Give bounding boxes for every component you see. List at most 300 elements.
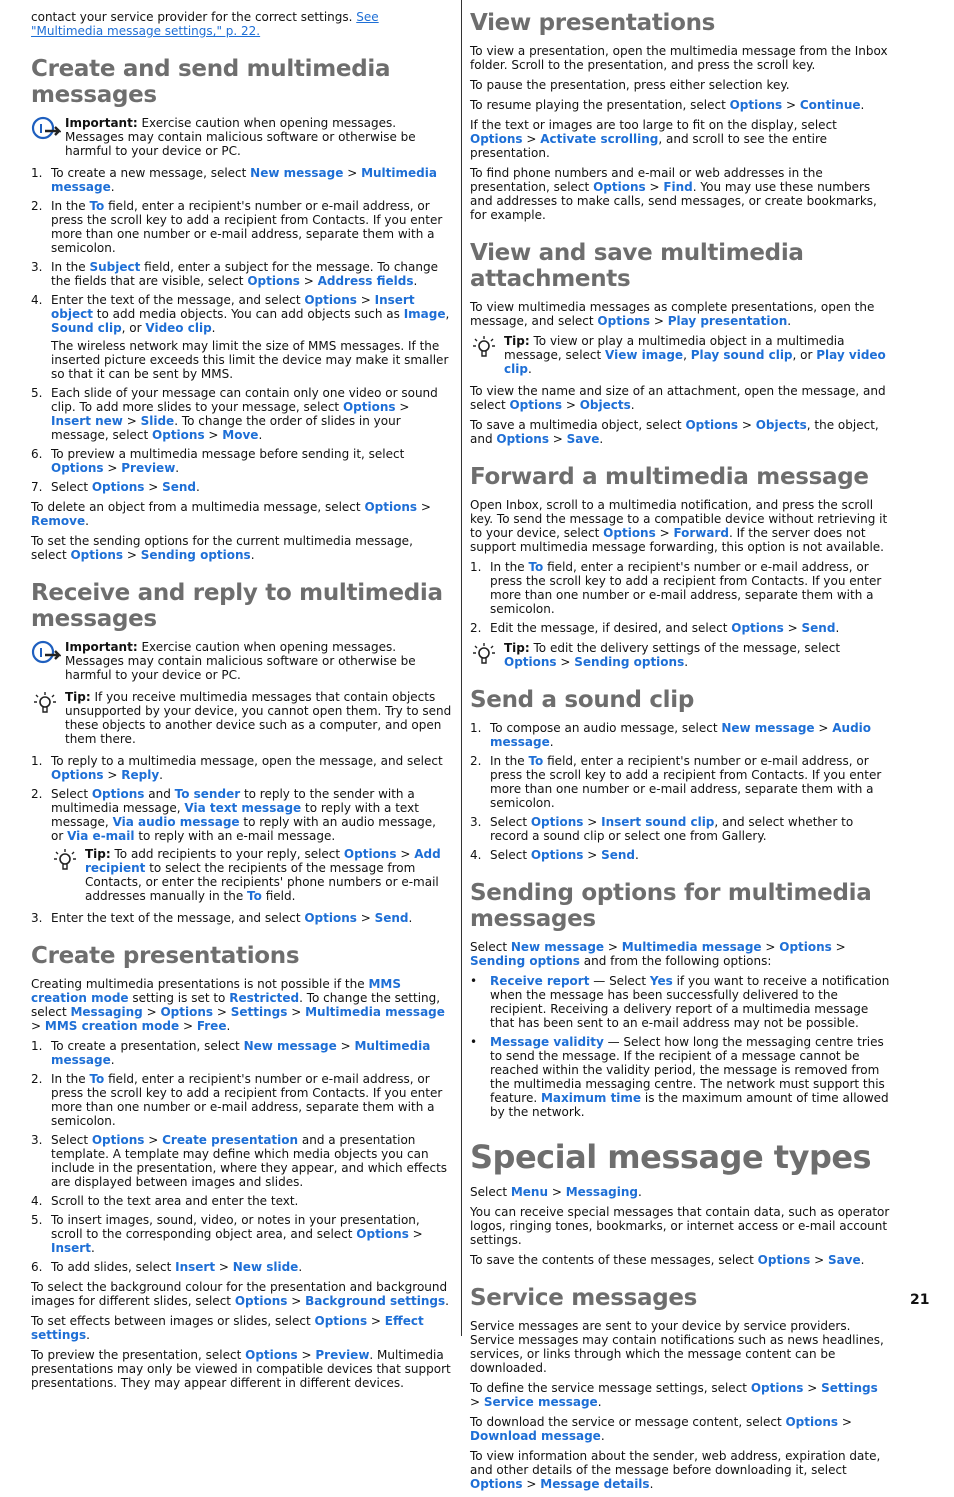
ui-term: Add recipient (85, 847, 441, 875)
ui-term: Messaging (70, 1005, 143, 1019)
tip-note (470, 334, 891, 376)
body-text: . (196, 480, 200, 494)
ui-term: Activate scrolling (540, 132, 659, 146)
body-text: , (683, 348, 691, 362)
step-number: 5. (31, 1213, 43, 1227)
lightbulb-icon (51, 847, 81, 873)
ui-term: Slide (140, 414, 175, 428)
heading-create-presentations: Create presentations (31, 943, 300, 969)
ui-term: Options (160, 1005, 214, 1019)
service-p1 (470, 1381, 891, 1409)
heading-sending-options: Sending options for multimedia messages (470, 880, 872, 932)
heading-attachments: View and save multimedia attachments (470, 240, 804, 292)
body-text: to reply with an e-mail message. (134, 829, 336, 843)
ui-term: Options (247, 274, 300, 288)
step-number: 6. (31, 1260, 43, 1274)
body-text: To resume playing the presentation, select (470, 98, 730, 112)
ui-term: Multimedia message (621, 940, 762, 954)
body-text: Select (470, 1185, 511, 1199)
body-text: field, enter a recipient's number or e-mail address, or press the scroll key to add a recipient from Contacts. If you enter more than one number or e-mail address, separate them with a semicolon. (51, 1072, 443, 1128)
body-text: To edit the delivery settings of the message, select (529, 641, 841, 655)
ui-term: Insert (51, 1241, 91, 1255)
body-text: > (408, 1227, 423, 1241)
ui-term: Sound clip (51, 321, 122, 335)
heading-special-messages: Special message types (470, 1138, 872, 1176)
special-p2 (470, 1253, 891, 1267)
body-text: . (110, 1053, 115, 1067)
body-text: > (336, 1039, 355, 1053)
heading-service-messages: Service messages (470, 1285, 698, 1311)
body-text: To save a multimedia object, select (470, 418, 686, 432)
body-text: . (549, 735, 554, 749)
body-text: > (831, 940, 846, 954)
body-text: In the (51, 260, 90, 274)
ui-term: Video clip (145, 321, 212, 335)
attachments-p2 (470, 418, 891, 446)
list-item (31, 386, 452, 442)
body-text: . (638, 1185, 642, 1199)
body-text: . To change the order of slides in your message, select (51, 414, 401, 442)
body-text: > (396, 847, 415, 861)
body-text: > (803, 1381, 822, 1395)
step-number: 2. (31, 1072, 43, 1086)
page-number: 21 (910, 1292, 930, 1308)
ui-term: Service message (483, 1395, 598, 1409)
step-text (51, 166, 437, 194)
body-text: > (650, 314, 668, 328)
body-text: to select the recipients of the message from Contacts, or enter the recipients' phone numbers or e-mail addresses manually in the (85, 861, 439, 903)
body-text: setting is set to (128, 991, 230, 1005)
body-text: . (860, 1253, 865, 1267)
body-text: , and scroll to see the entire presentation. (470, 132, 828, 160)
step-text (51, 293, 449, 335)
body-text: to reply with an audio message, or (51, 815, 436, 843)
step-number: 1. (31, 166, 43, 180)
body-text: To preview the presentation, select (31, 1348, 246, 1362)
body-text: . (599, 432, 604, 446)
sound-clip-steps (470, 721, 891, 862)
body-text: > (782, 98, 800, 112)
ui-term: Options (51, 461, 104, 475)
list-item (31, 1194, 452, 1208)
settings-link[interactable]: See "Multimedia message settings," p. 22. (31, 10, 379, 38)
body-text: Open Inbox, scroll to a multimedia notification, and press the scroll key. To send the message to a compatible device without retrieving it to your device, select (470, 498, 888, 540)
heading-forward: Forward a multimedia message (470, 464, 869, 490)
sending-options-paragraph (31, 534, 452, 562)
tip-note: Tip: If you receive multimedia messages that contain objects unsupported by your device, you cannot open them. Try to send these objects to another device such as a computer, and open them there. (31, 690, 452, 746)
service-p3 (470, 1449, 891, 1491)
body-text: . (258, 428, 263, 442)
list-item (31, 260, 452, 288)
lightbulb-icon (470, 641, 500, 667)
step-number: 3. (470, 815, 482, 829)
body-text: To set the sending options for the current multimedia message, select (31, 534, 413, 562)
body-text: To delete an object from a multimedia message, select (31, 500, 365, 514)
body-text: > (299, 274, 318, 288)
ui-term: Insert object (51, 293, 415, 321)
body-text: > (287, 1294, 306, 1308)
step-text (51, 1260, 302, 1274)
body-text: Select (51, 480, 92, 494)
body-text: > (645, 180, 664, 194)
step-text (51, 1072, 442, 1128)
special-p0 (470, 1185, 891, 1199)
body-text: field. (261, 889, 296, 903)
ui-term: Options (509, 398, 563, 412)
body-text: . If the server does not support multimedia message forwarding, this option is not available. (470, 526, 884, 554)
body-text: > (417, 500, 431, 514)
body-text: > (297, 1348, 316, 1362)
ui-term: Options (530, 848, 584, 862)
ui-term: Sending options (140, 548, 251, 562)
body-text: > (395, 400, 410, 414)
body-text: , or (792, 348, 817, 362)
view-pres-p3 (470, 118, 891, 160)
body-text: You can receive special messages that contain data, such as operator logos, ringing tones, bookmarks, or internet access or e-mail account settings. (470, 1205, 890, 1247)
ui-term: Options (91, 1133, 145, 1147)
ui-term: Options (304, 293, 357, 307)
ui-term: Save (827, 1253, 861, 1267)
body-text: To create a presentation, select (51, 1039, 244, 1053)
ui-term: Continue (799, 98, 861, 112)
body-text: Edit the message, if desired, and select (490, 621, 732, 635)
ui-term: Messaging (565, 1185, 639, 1199)
ui-term: Message details (540, 1477, 650, 1491)
body-text: To find phone numbers and e-mail or web addresses in the presentation, select (470, 166, 823, 194)
step-text (51, 754, 443, 782)
body-text: To compose an audio message, select (490, 721, 722, 735)
step-number: 4. (31, 293, 43, 307)
body-text: Each slide of your message can contain only one video or sound clip. To add more slides to your message, select (51, 386, 438, 414)
view-pres-p2 (470, 98, 891, 112)
ui-term: Options (750, 1381, 804, 1395)
body-text: To view or play a multimedia object in a multimedia message, select (504, 334, 845, 362)
body-text: To view information about the sender, web address, expiration date, and other details of the message before downloading it, select (470, 1449, 881, 1477)
body-text: > (604, 940, 622, 954)
body-text: . (684, 655, 689, 669)
ui-term: Background settings (305, 1294, 446, 1308)
body-text: . (110, 180, 115, 194)
step-text (51, 1039, 430, 1067)
ui-term: View image (605, 348, 684, 362)
body-text: to reply to the sender with a multimedia message, (51, 787, 415, 815)
ui-term: To (528, 754, 544, 768)
lightbulb-icon (31, 690, 61, 716)
body-text: and (144, 787, 175, 801)
heading-view-presentations: View presentations (470, 10, 716, 36)
view-pres-p4 (470, 166, 891, 222)
body-text: > (556, 655, 575, 669)
list-item (31, 1072, 452, 1128)
body-text: > (522, 132, 541, 146)
body-text: field, enter a recipient's number or e-mail address, or press the scroll key to add a recipient from Contacts. If you enter more than one number or e-mail address, separate them with a semicolon. (490, 754, 882, 810)
ui-term: Menu (510, 1185, 549, 1199)
effects-paragraph (31, 1314, 452, 1342)
list-item (31, 1133, 452, 1189)
body-text: to add media objects. You can add objects such as (92, 307, 404, 321)
step-text (51, 1133, 447, 1189)
ui-term: Options (91, 480, 145, 494)
body-text: . (408, 911, 413, 925)
attachments-p0 (470, 300, 891, 328)
attachments-p1 (470, 384, 891, 412)
ui-term: MMS creation mode (31, 977, 401, 1005)
step-number: 5. (31, 386, 43, 400)
body-text: To view a presentation, open the multimedia message from the Inbox folder. Scroll to the presentation, and press the scroll key. (470, 44, 888, 72)
step-number: 2. (470, 621, 482, 635)
body-text: . (649, 1477, 654, 1491)
ui-term: Options (152, 428, 205, 442)
body-text: . (445, 1294, 449, 1308)
body-text: field, enter a recipient's number or e-mail address, or press the scroll key to add a recipient from Contacts. If you enter more than one number or e-mail address, separate them with a semicolon. (51, 199, 443, 255)
forward-p0 (470, 498, 891, 554)
body-text: . (250, 548, 255, 562)
body-text: > (103, 461, 122, 475)
body-text: To pause the presentation, press either selection key. (470, 78, 790, 92)
important-icon (31, 116, 61, 142)
list-item (31, 293, 452, 381)
body-text: , the object, and (470, 418, 879, 446)
body-text: and from the following options: (579, 954, 772, 968)
body-text: and a presentation template. A template may define which media objects you can include in the presentation, where they appear, and which effects are displayed between images and slides. (51, 1133, 448, 1189)
step-text (51, 1213, 423, 1255)
body-text: . (600, 1429, 605, 1443)
body-text: > (356, 911, 375, 925)
ui-term: Free (196, 1019, 227, 1033)
body-text: > (123, 548, 141, 562)
ui-term: Multimedia message (305, 1005, 445, 1019)
list-item (470, 754, 891, 810)
ui-term: Options (343, 847, 397, 861)
ui-term: To (528, 560, 544, 574)
body-text: Creating multimedia presentations is not possible if the (31, 977, 369, 991)
step-number: 3. (31, 1133, 43, 1147)
step-text (51, 386, 438, 442)
body-text: is the maximum amount of time allowed by the network. (490, 1091, 889, 1119)
body-text: In the (51, 199, 90, 213)
special-p1 (470, 1205, 891, 1247)
tip-note (470, 641, 891, 669)
ui-term: To (89, 199, 105, 213)
ui-term: Options (779, 940, 832, 954)
tip-note (51, 847, 452, 903)
body-text: . (635, 848, 639, 862)
ui-term: Options (593, 180, 646, 194)
body-text: Select (51, 1133, 92, 1147)
heading-create-send: Create and send multimedia messages (31, 56, 391, 108)
ui-term: Options (70, 548, 124, 562)
step-number: 6. (31, 447, 43, 461)
ui-term: Options (530, 815, 584, 829)
body-text: > (122, 414, 141, 428)
list-item (31, 1039, 452, 1067)
step-text (490, 621, 839, 635)
ui-term: Address fields (317, 274, 414, 288)
list-item (31, 447, 452, 475)
ui-term: New slide (232, 1260, 299, 1274)
body-text: To view multimedia messages as complete presentations, open the message, and select (470, 300, 875, 328)
body-text: To preview a multimedia message before sending it, select (51, 447, 405, 461)
ui-term: Download message (470, 1429, 601, 1443)
list-item (470, 974, 891, 1030)
step-text (51, 911, 412, 925)
ui-term: Find (663, 180, 693, 194)
ui-term: Via text message (184, 801, 302, 815)
body-text: Select (51, 787, 92, 801)
ui-term: To (89, 1072, 105, 1086)
list-item (470, 1035, 891, 1119)
step-number: 7. (31, 480, 43, 494)
list-item (31, 911, 452, 925)
step-text (51, 480, 200, 494)
body-text: > (548, 432, 567, 446)
presentation-restriction-paragraph (31, 977, 452, 1033)
left-column (31, 10, 452, 1396)
sending-options-p0 (470, 940, 891, 968)
ui-term: Options (364, 500, 418, 514)
body-text: To add slides, select (51, 1260, 176, 1274)
ui-term: Play sound clip (690, 348, 793, 362)
ui-term: Via e-mail (67, 829, 135, 843)
body-text: . You may use these numbers and addresses to make calls, send messages, or create bookmarks, for example. (470, 180, 877, 222)
ui-term: New message (721, 721, 815, 735)
ui-term: Options (603, 526, 656, 540)
body-text: > (367, 1314, 385, 1328)
step-text (490, 815, 853, 843)
body-text: . (159, 768, 163, 782)
step-number: 1. (470, 560, 482, 574)
delete-object-paragraph (31, 500, 452, 528)
body-text: > (142, 1005, 161, 1019)
view-pres-p1 (470, 78, 891, 92)
sending-options-list (470, 974, 891, 1119)
important-note: Important: Exercise caution when opening messages. Messages may contain malicious software or otherwise be harmful to your device or PC. (31, 116, 452, 158)
step-text (490, 848, 639, 862)
intro-paragraph: contact your service provider for the correct settings. See "Multimedia message settings," p. 22. (31, 10, 379, 38)
body-text: — Select (589, 974, 650, 988)
step-text (490, 560, 881, 616)
background-paragraph (31, 1280, 452, 1308)
ui-term: Effect settings (31, 1314, 424, 1342)
preview-paragraph (31, 1348, 452, 1390)
service-p0 (470, 1319, 891, 1375)
body-text: > (655, 526, 674, 540)
body-text: . (860, 98, 865, 112)
ui-term: Sending options (574, 655, 685, 669)
body-text: > (31, 1019, 45, 1033)
body-text: , and select whether to record a sound clip or select one from Gallery. (490, 815, 854, 843)
body-text: Select (490, 815, 531, 829)
list-item (470, 721, 891, 749)
ui-term: Play presentation (667, 314, 788, 328)
forward-steps (470, 560, 891, 635)
heading-receive-reply: Receive and reply to multimedia messages (31, 580, 443, 632)
body-text: To download the service or message content, select (470, 1415, 786, 1429)
ui-term: Options (729, 98, 783, 112)
body-text: field, enter a subject for the message. To change the fields that are visible, select (51, 260, 438, 288)
body-text: Service messages are sent to your device by service providers. Service messages may contain notifications such as news headlines, services, or links through which the message content can be downloaded. (470, 1319, 884, 1375)
ui-term: Options (685, 418, 739, 432)
body-text: To insert images, sound, video, or notes in your presentation, scroll to the corresponding object area, and select (51, 1213, 420, 1241)
body-text: . (527, 362, 532, 376)
bullet-icon: • (470, 974, 478, 988)
create-presentation-steps (31, 1039, 452, 1274)
body-text: To save the contents of these messages, select (470, 1253, 758, 1267)
step-number: 4. (31, 1194, 43, 1208)
ui-term: MMS creation mode (44, 1019, 180, 1033)
ui-term: Options (470, 132, 523, 146)
list-item (31, 1260, 452, 1274)
body-text: . (298, 1260, 303, 1274)
ui-term: Multimedia message (51, 1039, 431, 1067)
ui-term: Preview (121, 461, 176, 475)
list-item (470, 621, 891, 635)
ui-term: Options (731, 621, 784, 635)
heading-sound-clip: Send a sound clip (470, 687, 695, 713)
body-text: Scroll to the text area and enter the text. (51, 1194, 299, 1208)
body-text: if you want to receive a notification when the message has been successfully delivered to the recipient. Receiving a delivery report of a multimedia message that has been sent to an e-mail address may not be possible. (490, 974, 890, 1030)
ui-term: Move (222, 428, 259, 442)
body-text: To define the service message settings, select (470, 1381, 751, 1395)
ui-term: New message (250, 166, 344, 180)
step-number: 1. (31, 754, 43, 768)
step-number: 2. (31, 199, 43, 213)
body-text: > (761, 940, 780, 954)
ui-term: Create presentation (162, 1133, 299, 1147)
body-text: If the text or images are too large to fit on the display, select (470, 118, 837, 132)
ui-term: Send (374, 911, 409, 925)
body-text: > (783, 621, 802, 635)
column-divider (461, 0, 462, 1336)
ui-term: Settings (230, 1005, 288, 1019)
create-send-steps (31, 166, 452, 494)
tip-label: Tip: (85, 847, 111, 861)
ui-term: Receive report (490, 974, 590, 988)
body-text: > (583, 815, 602, 829)
ui-term: Options (342, 400, 396, 414)
ui-term: Settings (821, 1381, 878, 1395)
ui-term: Insert sound clip (601, 815, 715, 829)
list-item (31, 787, 452, 903)
ui-term: Insert new (51, 414, 123, 428)
ui-term: Yes (649, 974, 673, 988)
body-text: . (630, 398, 635, 412)
step-text (51, 787, 436, 843)
tip-label: Tip: (504, 641, 530, 655)
body-text: . (413, 274, 418, 288)
body-text: . (85, 514, 89, 528)
ui-term: Options (304, 911, 357, 925)
step-text (51, 447, 404, 475)
body-text: > (562, 398, 580, 412)
body-text: To view the name and size of an attachment, open the message, and select (470, 384, 886, 412)
body-text: Enter the text of the message, and select (51, 293, 305, 307)
ui-term: Save (566, 432, 600, 446)
step-number: 4. (470, 848, 482, 862)
step-text (51, 199, 442, 255)
ui-term: Options (597, 314, 650, 328)
body-text: , or (121, 321, 146, 335)
ui-term: Objects (755, 418, 807, 432)
body-text: . (90, 1241, 95, 1255)
list-item (470, 560, 891, 616)
ui-term: Message validity (490, 1035, 604, 1049)
receive-reply-steps (31, 754, 452, 925)
body-text: . (226, 1019, 231, 1033)
body-text: Enter the text of the message, and select (51, 911, 305, 925)
body-text: > (215, 1260, 233, 1274)
ui-term: Preview (315, 1348, 370, 1362)
